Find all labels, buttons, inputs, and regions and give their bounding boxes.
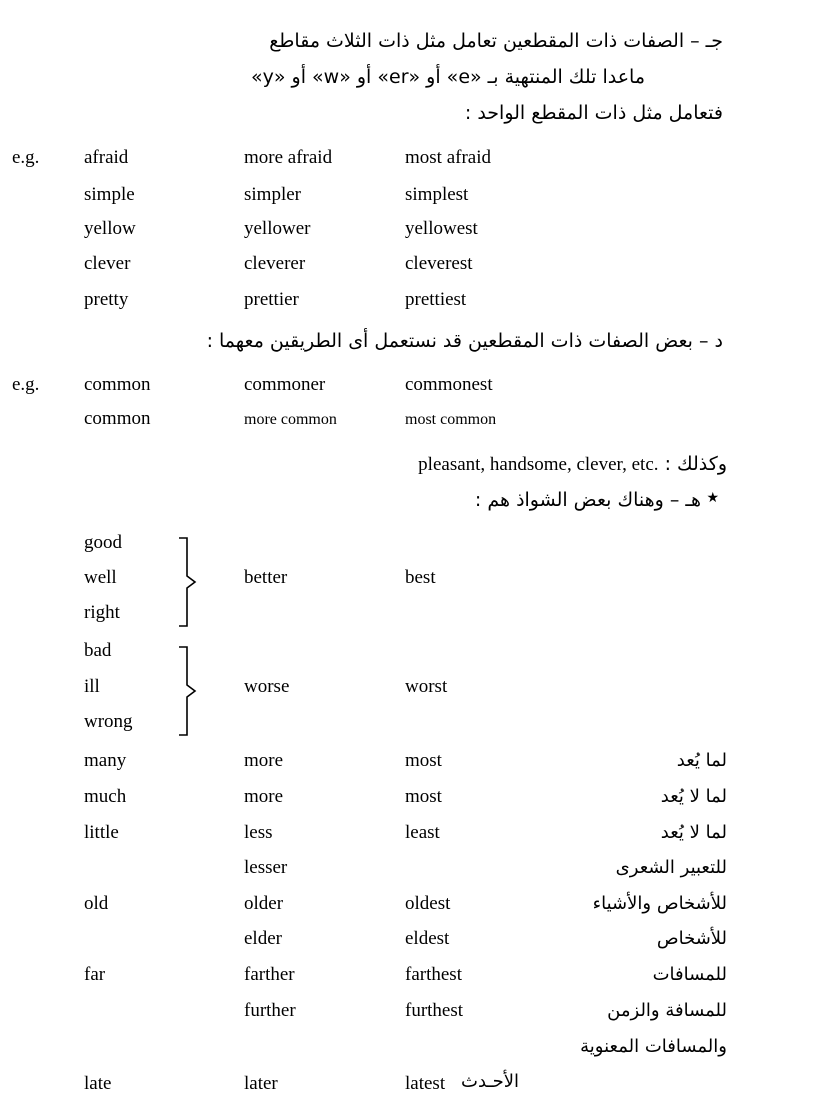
- table-d-base: common: [84, 374, 151, 395]
- irregular-row-note: للأشخاص: [656, 928, 727, 949]
- irregular-row-comparative: older: [244, 893, 284, 914]
- eg-label: e.g.: [12, 147, 40, 168]
- irregular-row-comparative: later: [244, 1073, 278, 1094]
- table-c-base: afraid: [84, 147, 129, 168]
- rule-c-line-2: ماعدا تلك المنتهية بـ «e» أو «er» أو «w» أو «y»: [250, 66, 645, 88]
- irregular-row-base: old: [84, 893, 109, 914]
- irregular-row-base: little: [84, 822, 119, 843]
- irregular-row-note: لما لا يُعد: [660, 786, 727, 807]
- irregular-row-comparative: less: [244, 822, 273, 843]
- irregular-row-comparative: more: [244, 786, 284, 807]
- group-brace-icon: [177, 645, 199, 737]
- irregular-base: wrong: [84, 711, 133, 732]
- irregular-comparative: worse: [244, 676, 290, 697]
- irregular-base: bad: [84, 640, 112, 661]
- eg-label: e.g.: [12, 374, 40, 395]
- irregular-base: ill: [84, 676, 100, 697]
- table-c-superlative: cleverest: [405, 253, 473, 274]
- irregular-row-base: much: [84, 786, 127, 807]
- irregular-row-comparative: farther: [244, 964, 295, 985]
- irregular-row-base: many: [84, 750, 127, 771]
- irregular-row-superlative: oldest: [405, 893, 451, 914]
- irregular-row-note: للأشخاص والأشياء: [592, 893, 727, 914]
- also-label-arabic: وكذلك :: [664, 453, 727, 475]
- star-icon: ★: [706, 490, 719, 506]
- irregular-row-comparative: elder: [244, 928, 282, 949]
- table-c-base: clever: [84, 253, 131, 274]
- irregular-superlative: worst: [405, 676, 448, 697]
- table-c-superlative: simplest: [405, 184, 469, 205]
- rule-e-line-1: هـ – وهناك بعض الشواذ هم :: [474, 489, 701, 511]
- irregular-row-note: لما لا يُعد: [660, 822, 727, 843]
- group-brace-icon: [177, 536, 199, 628]
- table-c-comparative: cleverer: [244, 253, 306, 274]
- irregular-row-comparative: lesser: [244, 857, 288, 878]
- table-c-comparative: yellower: [244, 218, 311, 239]
- irregular-row-superlative: least: [405, 822, 440, 843]
- table-c-comparative: more afraid: [244, 147, 333, 168]
- rule-d-line-1: د – بعض الصفات ذات المقطعين قد نستعمل أى الطريقين معهما :: [206, 330, 723, 352]
- table-d-comparative: commoner: [244, 374, 326, 395]
- irregular-row-superlative: furthest: [405, 1000, 464, 1021]
- irregular-row-note: للمسافات: [652, 964, 727, 985]
- irregular-row-note: للمسافة والزمن: [607, 1000, 727, 1021]
- irregular-row-superlative: latest: [405, 1073, 446, 1094]
- rule-c-line-1: جـ – الصفات ذات المقطعين تعامل مثل ذات الثلاث مقاطع: [269, 30, 723, 52]
- rule-c-line-3: فتعامل مثل ذات المقطع الواحد :: [464, 102, 723, 124]
- table-c-superlative: most afraid: [405, 147, 492, 168]
- also-list-english: pleasant, handsome, clever, etc.: [418, 454, 659, 475]
- table-c-comparative: simpler: [244, 184, 301, 205]
- irregular-row-base: late: [84, 1073, 112, 1094]
- irregular-row-superlative: most: [405, 786, 442, 807]
- table-c-base: yellow: [84, 218, 136, 239]
- table-c-base: pretty: [84, 289, 129, 310]
- irregular-comparative: better: [244, 567, 288, 588]
- irregular-row-superlative: most: [405, 750, 442, 771]
- irregular-row-base: far: [84, 964, 106, 985]
- irregular-row-note: والمسافات المعنوية: [580, 1036, 727, 1057]
- irregular-row-note: لما يُعد: [676, 750, 727, 771]
- table-d-superlative: commonest: [405, 374, 493, 395]
- table-c-superlative: yellowest: [405, 218, 478, 239]
- irregular-base: good: [84, 532, 122, 553]
- irregular-row-note: الأحـدث: [461, 1071, 520, 1092]
- table-c-superlative: prettiest: [405, 289, 467, 310]
- irregular-row-note: للتعبير الشعرى: [615, 857, 727, 878]
- also-line: [418, 453, 727, 476]
- table-d-base: common: [84, 408, 151, 429]
- irregular-row-comparative: more: [244, 750, 284, 771]
- irregular-row-comparative: further: [244, 1000, 296, 1021]
- table-d-comparative: more common: [244, 411, 337, 428]
- table-d-superlative: most common: [405, 411, 497, 428]
- table-c-comparative: prettier: [244, 289, 299, 310]
- irregular-row-superlative: farthest: [405, 964, 462, 985]
- irregular-base: well: [84, 567, 117, 588]
- irregular-superlative: best: [405, 567, 436, 588]
- irregular-row-superlative: eldest: [405, 928, 450, 949]
- irregular-base: right: [84, 602, 120, 623]
- table-c-base: simple: [84, 184, 135, 205]
